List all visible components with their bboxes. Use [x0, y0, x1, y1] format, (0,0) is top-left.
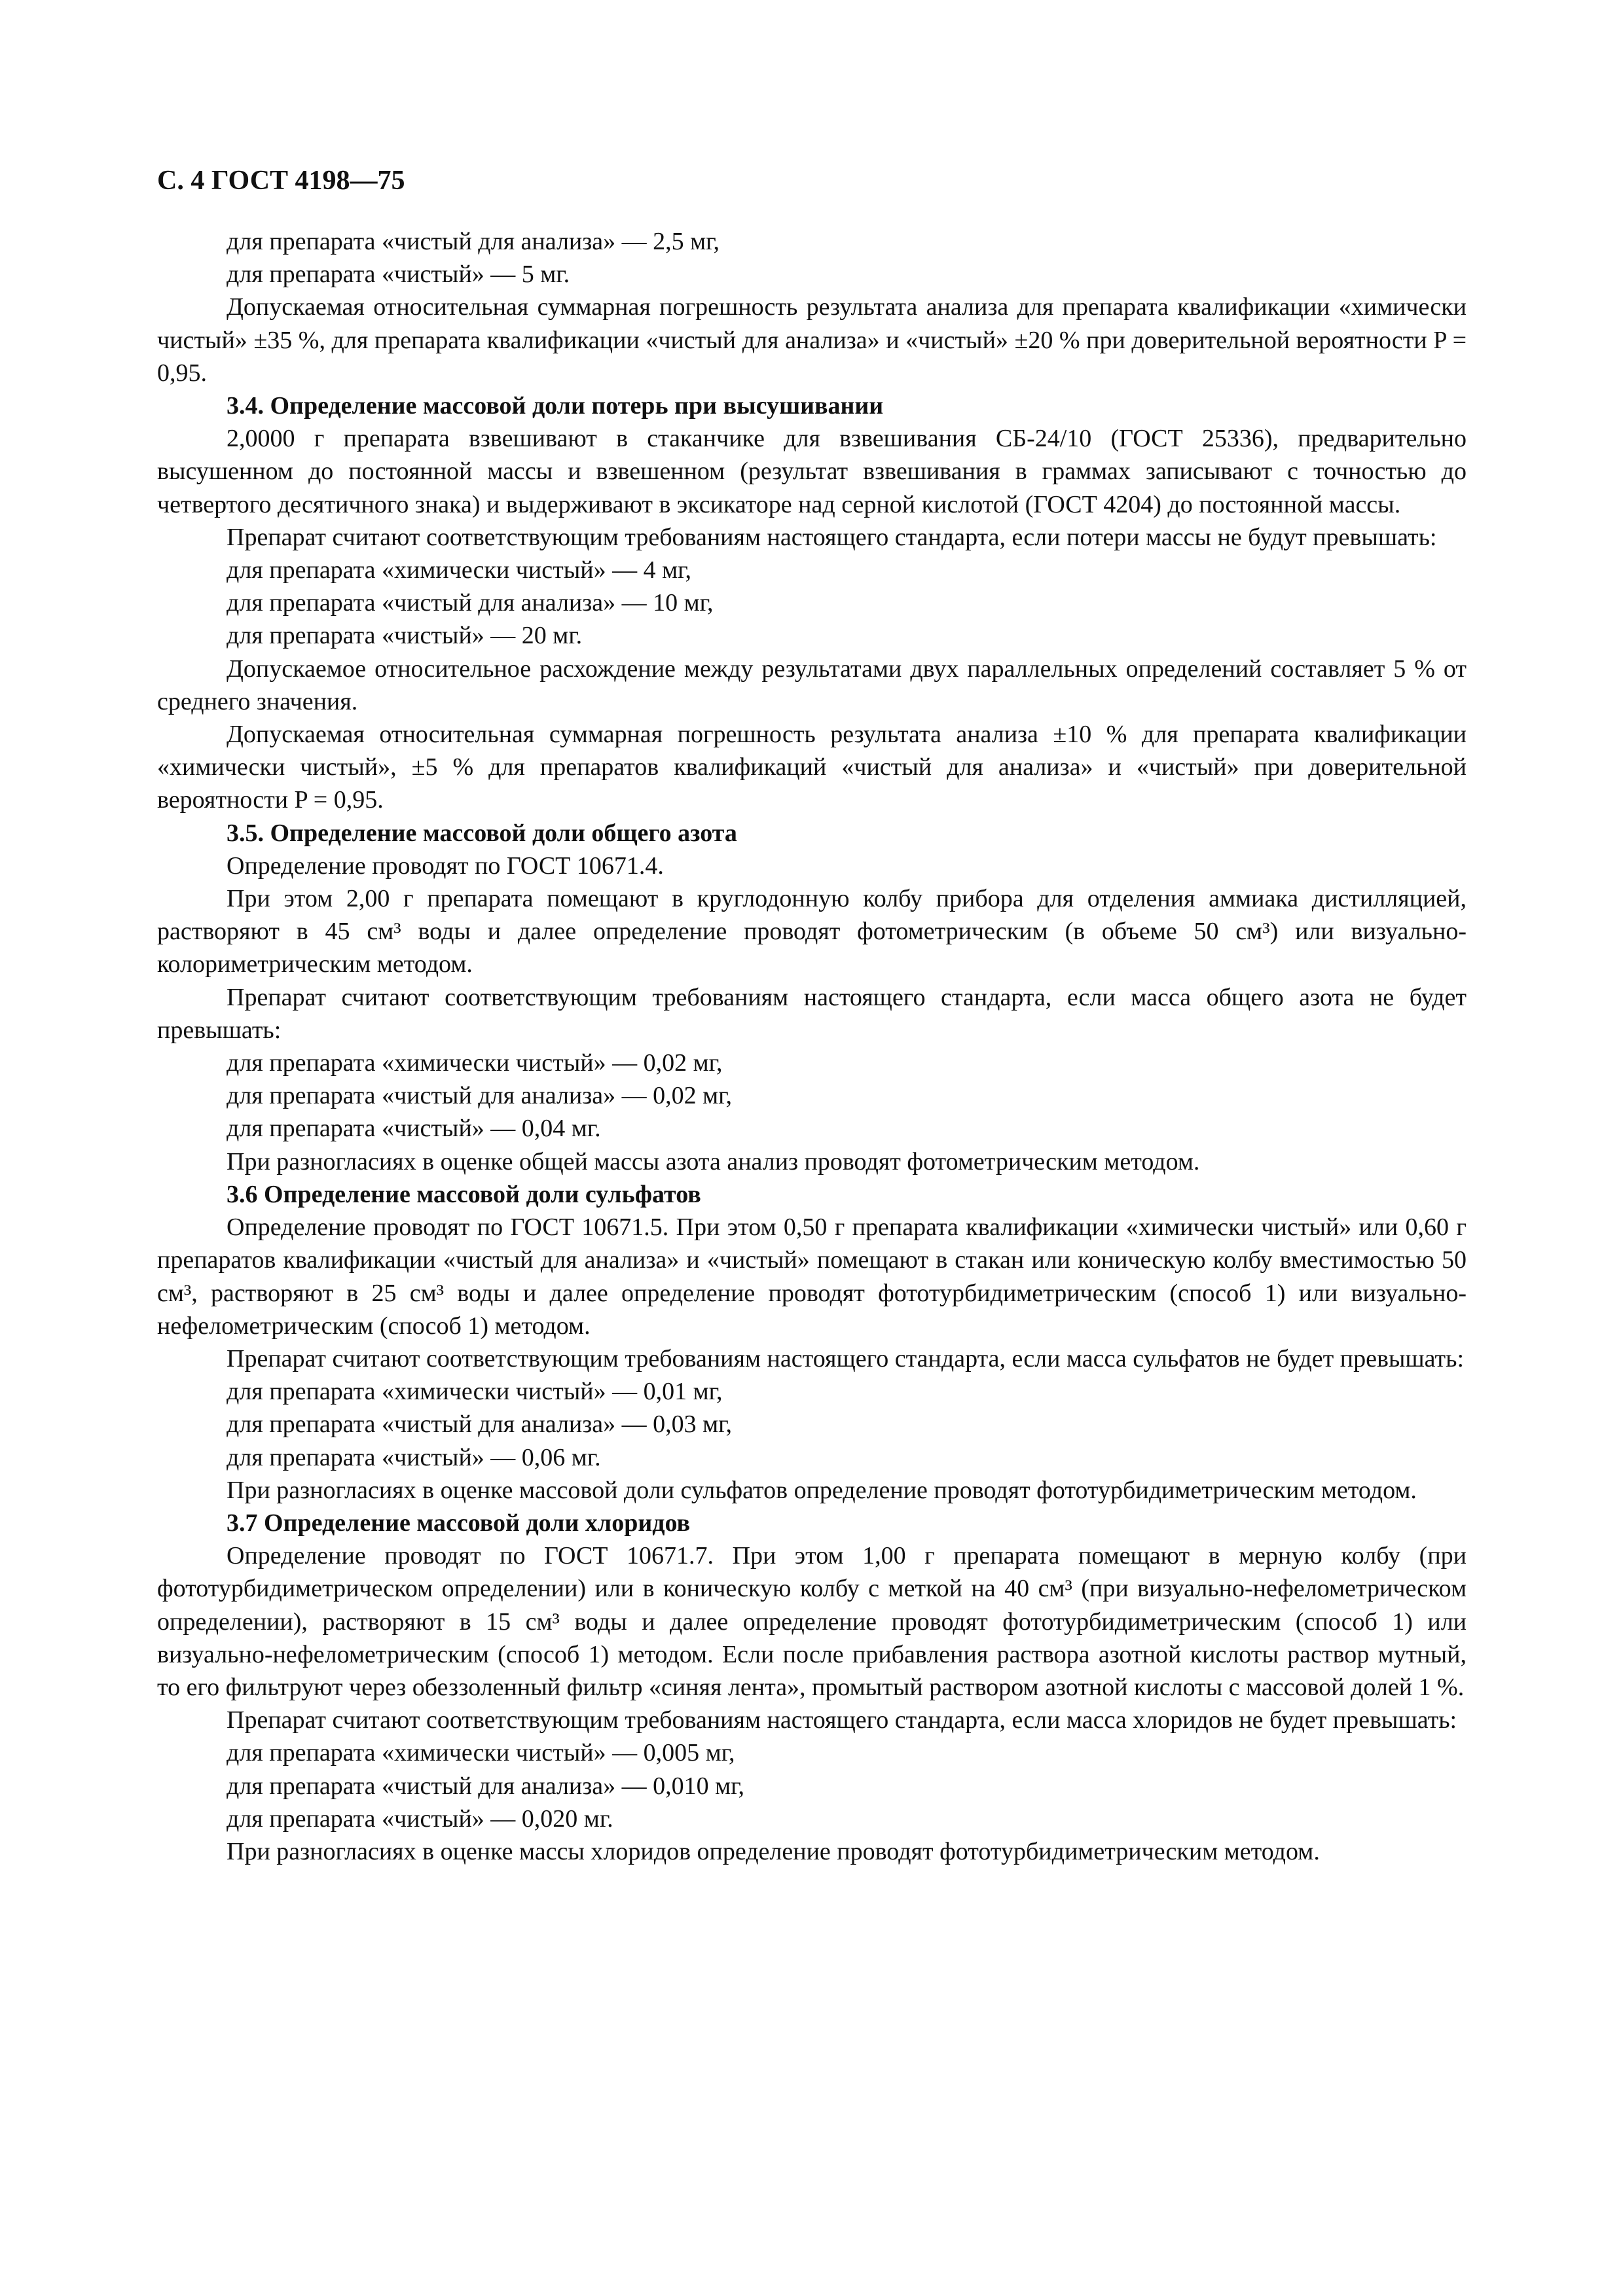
block: для препарата «чистый» — 0,04 мг. — [227, 1115, 601, 1143]
section-heading: 3.6 Определение массовой доли сульфатов — [227, 1180, 701, 1208]
block: для препарата «чистый» — 20 мг. — [227, 622, 583, 650]
block: Допускаемая относительная суммарная погрешность результата анализа для препарата квалификации «химически чистый» ±35 %, для препарата квалификации «чистый для анализа» и «чистый» ±20 % при доверительной вероятности P = 0,95. — [157, 293, 1467, 387]
block: для препарата «чистый для анализа» — 0,02 мг, — [227, 1082, 732, 1110]
block: Препарат считают соответствующим требованиям настоящего стандарта, если масса общего азота не будет превышать: — [157, 983, 1467, 1044]
block: Допускаемая относительная суммарная погрешность результата анализа ±10 % для препарата квалификации «химически чистый», ±5 % для препаратов квалификаций «чистый для анализа» и «чистый» при доверительной вероятности P = 0,95. — [157, 721, 1467, 814]
block: Препарат считают соответствующим требованиям настоящего стандарта, если масса хлоридов не будет превышать: — [227, 1706, 1457, 1734]
block: для препарата «чистый для анализа» — 0,010 мг, — [227, 1772, 744, 1800]
block: Определение проводят по ГОСТ 10671.4. — [227, 852, 664, 880]
block: Определение проводят по ГОСТ 10671.7. При этом 1,00 г препарата помещают в мерную колбу (при фототурбидиметрическом определении) или в коническую колбу с меткой на 40 см³ (при визуально-нефелометрическом определении), растворяют в 15 см³ воды и далее определение проводят фототурбидиметрическим (способ 1) или визуально-нефелометрическим (способ 1) методом. Если после прибавления раствора азотной кислоты раствор мутный, то его фильтруют через обеззоленный фильтр «синяя лента», промытый раствором азотной кислоты с массовой долей 1 %. — [157, 1542, 1467, 1701]
block: Препарат считают соответствующим требованиям настоящего стандарта, если масса сульфатов не будет превышать: — [227, 1344, 1465, 1372]
block: Определение проводят по ГОСТ 10671.5. При этом 0,50 г препарата квалификации «химически чистый» или 0,60 г препаратов квалификации «чистый для анализа» и «чистый» помещают в стакан или коническую колбу вместимостью 50 см³, растворяют в 25 см³ воды и далее определение проводят фототурбидиметрическим (способ 1) или визуально-нефелометрическим (способ 1) методом. — [157, 1213, 1467, 1340]
document-page — [157, 162, 1467, 1868]
block: для препарата «чистый для анализа» — 2,5 мг, — [227, 228, 720, 255]
block: Препарат считают соответствующим требованиям настоящего стандарта, если потери массы не будут превышать: — [227, 523, 1437, 551]
block: 2,0000 г препарата взвешивают в стаканчике для взвешивания СБ-24/10 (ГОСТ 25336), предварительно высушенном до постоянной массы и взвешенном (результат взвешивания в граммах записывают с точностью до четвертого десятичного знака) и выдерживают в эксикаторе над серной кислотой (ГОСТ 4204) до постоянной массы. — [157, 425, 1467, 518]
block: При разногласиях в оценке массы хлоридов определение проводят фототурбидиметрическим методом. — [227, 1837, 1320, 1865]
section-heading: 3.4. Определение массовой доли потерь при высушивании — [227, 392, 884, 420]
section-heading: 3.7 Определение массовой доли хлоридов — [227, 1509, 691, 1537]
page-header: С. 4 ГОСТ 4198—75 — [157, 166, 405, 196]
block: для препарата «чистый» — 0,06 мг. — [227, 1443, 601, 1471]
block: для препарата «чистый» — 5 мг. — [227, 260, 570, 289]
block: При разногласиях в оценке массовой доли сульфатов определение проводят фототурбидиметрическим методом. — [227, 1476, 1417, 1504]
block: для препарата «химически чистый» — 0,005 мг, — [227, 1739, 735, 1767]
block: Допускаемое относительное расхождение между результатами двух параллельных определений составляет 5 % от среднего значения. — [157, 655, 1467, 715]
block: При разногласиях в оценке общей массы азота анализ проводят фотометрическим методом. — [227, 1147, 1200, 1175]
block: для препарата «химически чистый» — 4 мг, — [227, 556, 691, 584]
block: для препарата «чистый для анализа» — 10 мг, — [227, 589, 714, 617]
block: для препарата «чистый» — 0,020 мг. — [227, 1804, 613, 1833]
section-heading: 3.5. Определение массовой доли общего азота — [227, 819, 737, 847]
block: для препарата «чистый для анализа» — 0,03 мг, — [227, 1410, 732, 1439]
block: При этом 2,00 г препарата помещают в круглодонную колбу прибора для отделения аммиака дистилляцией, растворяют в 45 см³ воды и далее определение проводят фотометрическим (в объеме 50 см³) или визуально-колориметрическим методом. — [157, 885, 1467, 978]
block: для препарата «химически чистый» — 0,01 мг, — [227, 1378, 723, 1406]
block: для препарата «химически чистый» — 0,02 мг, — [227, 1049, 723, 1077]
